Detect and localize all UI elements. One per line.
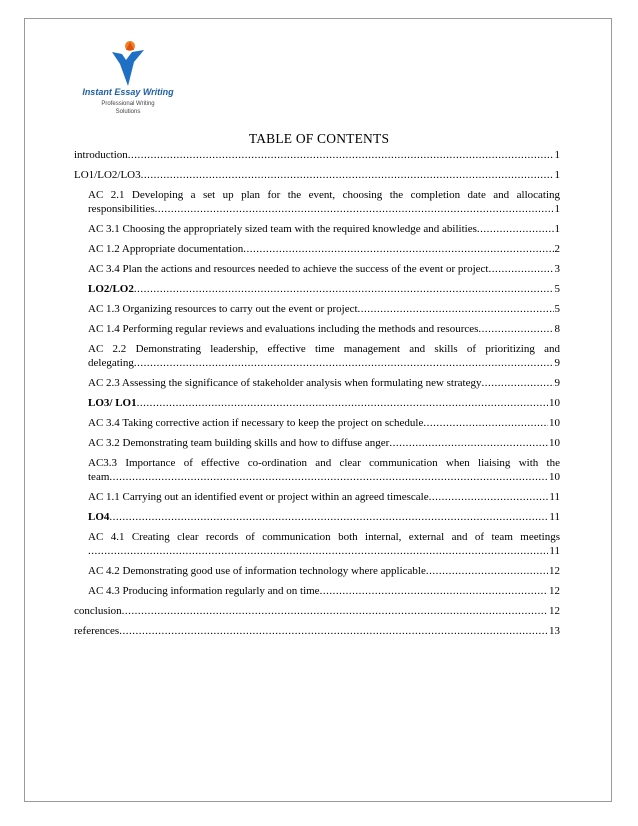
toc-entry-label: AC 1.3 Organizing resources to carry out the event or project [88, 303, 358, 315]
toc-entry-page: 3 [554, 263, 560, 275]
toc-entry-ac-4-3[interactable] [88, 584, 560, 598]
toc-entry-label-line-1: AC 2.1 Developing a set up plan for the event, choosing the completion date and allocating [88, 189, 560, 201]
toc-entry-page: 10 [549, 417, 560, 429]
toc-entry-ac-2-3[interactable] [88, 376, 560, 390]
toc-entry-ac-3-4-plan[interactable] [88, 262, 560, 276]
toc-entry-label: AC 1.2 Appropriate documentation [88, 243, 244, 255]
toc-entry-ac-3-3[interactable] [88, 456, 560, 484]
toc-entry-ac-3-4-corrective[interactable] [88, 416, 560, 430]
toc-entry-conclusion[interactable] [74, 604, 560, 618]
toc-entry-label: introduction [74, 149, 128, 161]
toc-entry-ac-1-2[interactable] [88, 242, 560, 256]
toc-entry-label: AC 4.2 Demonstrating good use of information technology where applicable [88, 565, 426, 577]
logo [78, 38, 178, 118]
toc-entry-page: 11 [549, 511, 560, 523]
toc-entry-lo1-lo2-lo3[interactable] [74, 168, 560, 182]
toc-entry-label: LO4 [88, 511, 110, 523]
toc-entry-page: 9 [554, 377, 560, 389]
toc-entry-page: 11 [549, 491, 560, 503]
toc-entry-page: 12 [549, 605, 560, 617]
toc-title: TABLE OF CONTENTS [248, 131, 390, 146]
toc-entry-label-line-1: AC 4.1 Creating clear records of communication both internal, external and of team meetings [88, 531, 560, 543]
toc-entry-ac-4-2[interactable] [88, 564, 560, 578]
logo-brand-text: Instant Essay Writing [82, 87, 174, 97]
toc-entry-page: 13 [549, 625, 560, 637]
toc-entry-label: AC 1.4 Performing regular reviews and evaluations including the methods and resources [88, 323, 479, 335]
toc-entry-page: 2 [554, 243, 560, 255]
toc-entry-label: AC 3.2 Demonstrating team building skills and how to diffuse anger [88, 437, 390, 449]
toc-entry-page: 12 [549, 585, 560, 597]
logo-tagline-line-2: Solutions [115, 109, 141, 115]
toc-entry-label: responsibilities [88, 203, 155, 215]
toc-entry-label: conclusion [74, 605, 122, 617]
toc-entry-page: 8 [554, 323, 560, 335]
toc-entry-page: 11 [549, 545, 560, 557]
toc-entry-label: AC 3.1 Choosing the appropriately sized team with the required knowledge and abilities [88, 223, 477, 235]
toc-entry-page: 9 [554, 357, 560, 369]
toc-entry-ac-1-4[interactable] [88, 322, 560, 336]
toc-entry-label: references [74, 625, 120, 637]
toc-entry-label: AC 4.3 Producing information regularly and on time [88, 585, 320, 597]
toc-entry-ac-2-2[interactable] [88, 342, 560, 370]
toc-entry-page: 5 [554, 303, 560, 315]
toc-entry-label-line-1: AC3.3 Importance of effective co-ordination and clear communication when liaising with the [88, 457, 560, 469]
toc-entry-lo3-lo1[interactable] [88, 396, 560, 410]
toc-entry-label: team [88, 471, 110, 483]
toc-entry-lo4[interactable] [88, 510, 560, 524]
toc-entry-lo2-lo2[interactable] [88, 282, 560, 296]
toc-entry-ac-2-1[interactable] [88, 188, 560, 216]
toc-entry-introduction[interactable] [74, 148, 560, 162]
toc-entry-references[interactable] [74, 624, 560, 638]
toc-entry-label: AC 2.3 Assessing the significance of stakeholder analysis when formulating new strategy [88, 377, 482, 389]
logo-figure-icon [92, 38, 164, 88]
toc-entry-page: 1 [554, 203, 560, 215]
toc-entry-label: LO2/LO2 [88, 283, 134, 295]
toc-entry-page: 1 [554, 223, 560, 235]
toc-entry-ac-3-1[interactable] [88, 222, 560, 236]
toc-entry-ac-1-3[interactable] [88, 302, 560, 316]
toc-entry-page: 1 [554, 169, 560, 181]
toc-entry-label: LO1/LO2/LO3 [74, 169, 141, 181]
toc-entry-label: LO3/ LO1 [88, 397, 137, 409]
toc-entry-ac-3-2[interactable] [88, 436, 560, 450]
toc-entry-page: 5 [554, 283, 560, 295]
toc-entry-ac-1-1[interactable] [88, 490, 560, 504]
toc-entry-page: 10 [549, 437, 560, 449]
toc-entry-page: 1 [554, 149, 560, 161]
toc-entry-page: 10 [549, 397, 560, 409]
table-of-contents [74, 148, 560, 644]
toc-entry-page: 12 [549, 565, 560, 577]
logo-tagline-line-1: Professional Writing [101, 101, 155, 107]
toc-entry-label: AC 1.1 Carrying out an identified event or project within an agreed timescale [88, 491, 429, 503]
toc-entry-label-line-1: AC 2.2 Demonstrating leadership, effective time management and skills of prioritizing and [88, 343, 560, 355]
logo-tagline [78, 100, 178, 116]
toc-entry-page: 10 [549, 471, 560, 483]
toc-entry-label: delegating [88, 357, 134, 369]
toc-entry-ac-4-1[interactable] [88, 530, 560, 558]
toc-entry-label: AC 3.4 Plan the actions and resources needed to achieve the success of the event or project [88, 263, 489, 275]
toc-entry-label: AC 3.4 Taking corrective action if necessary to keep the project on schedule [88, 417, 424, 429]
